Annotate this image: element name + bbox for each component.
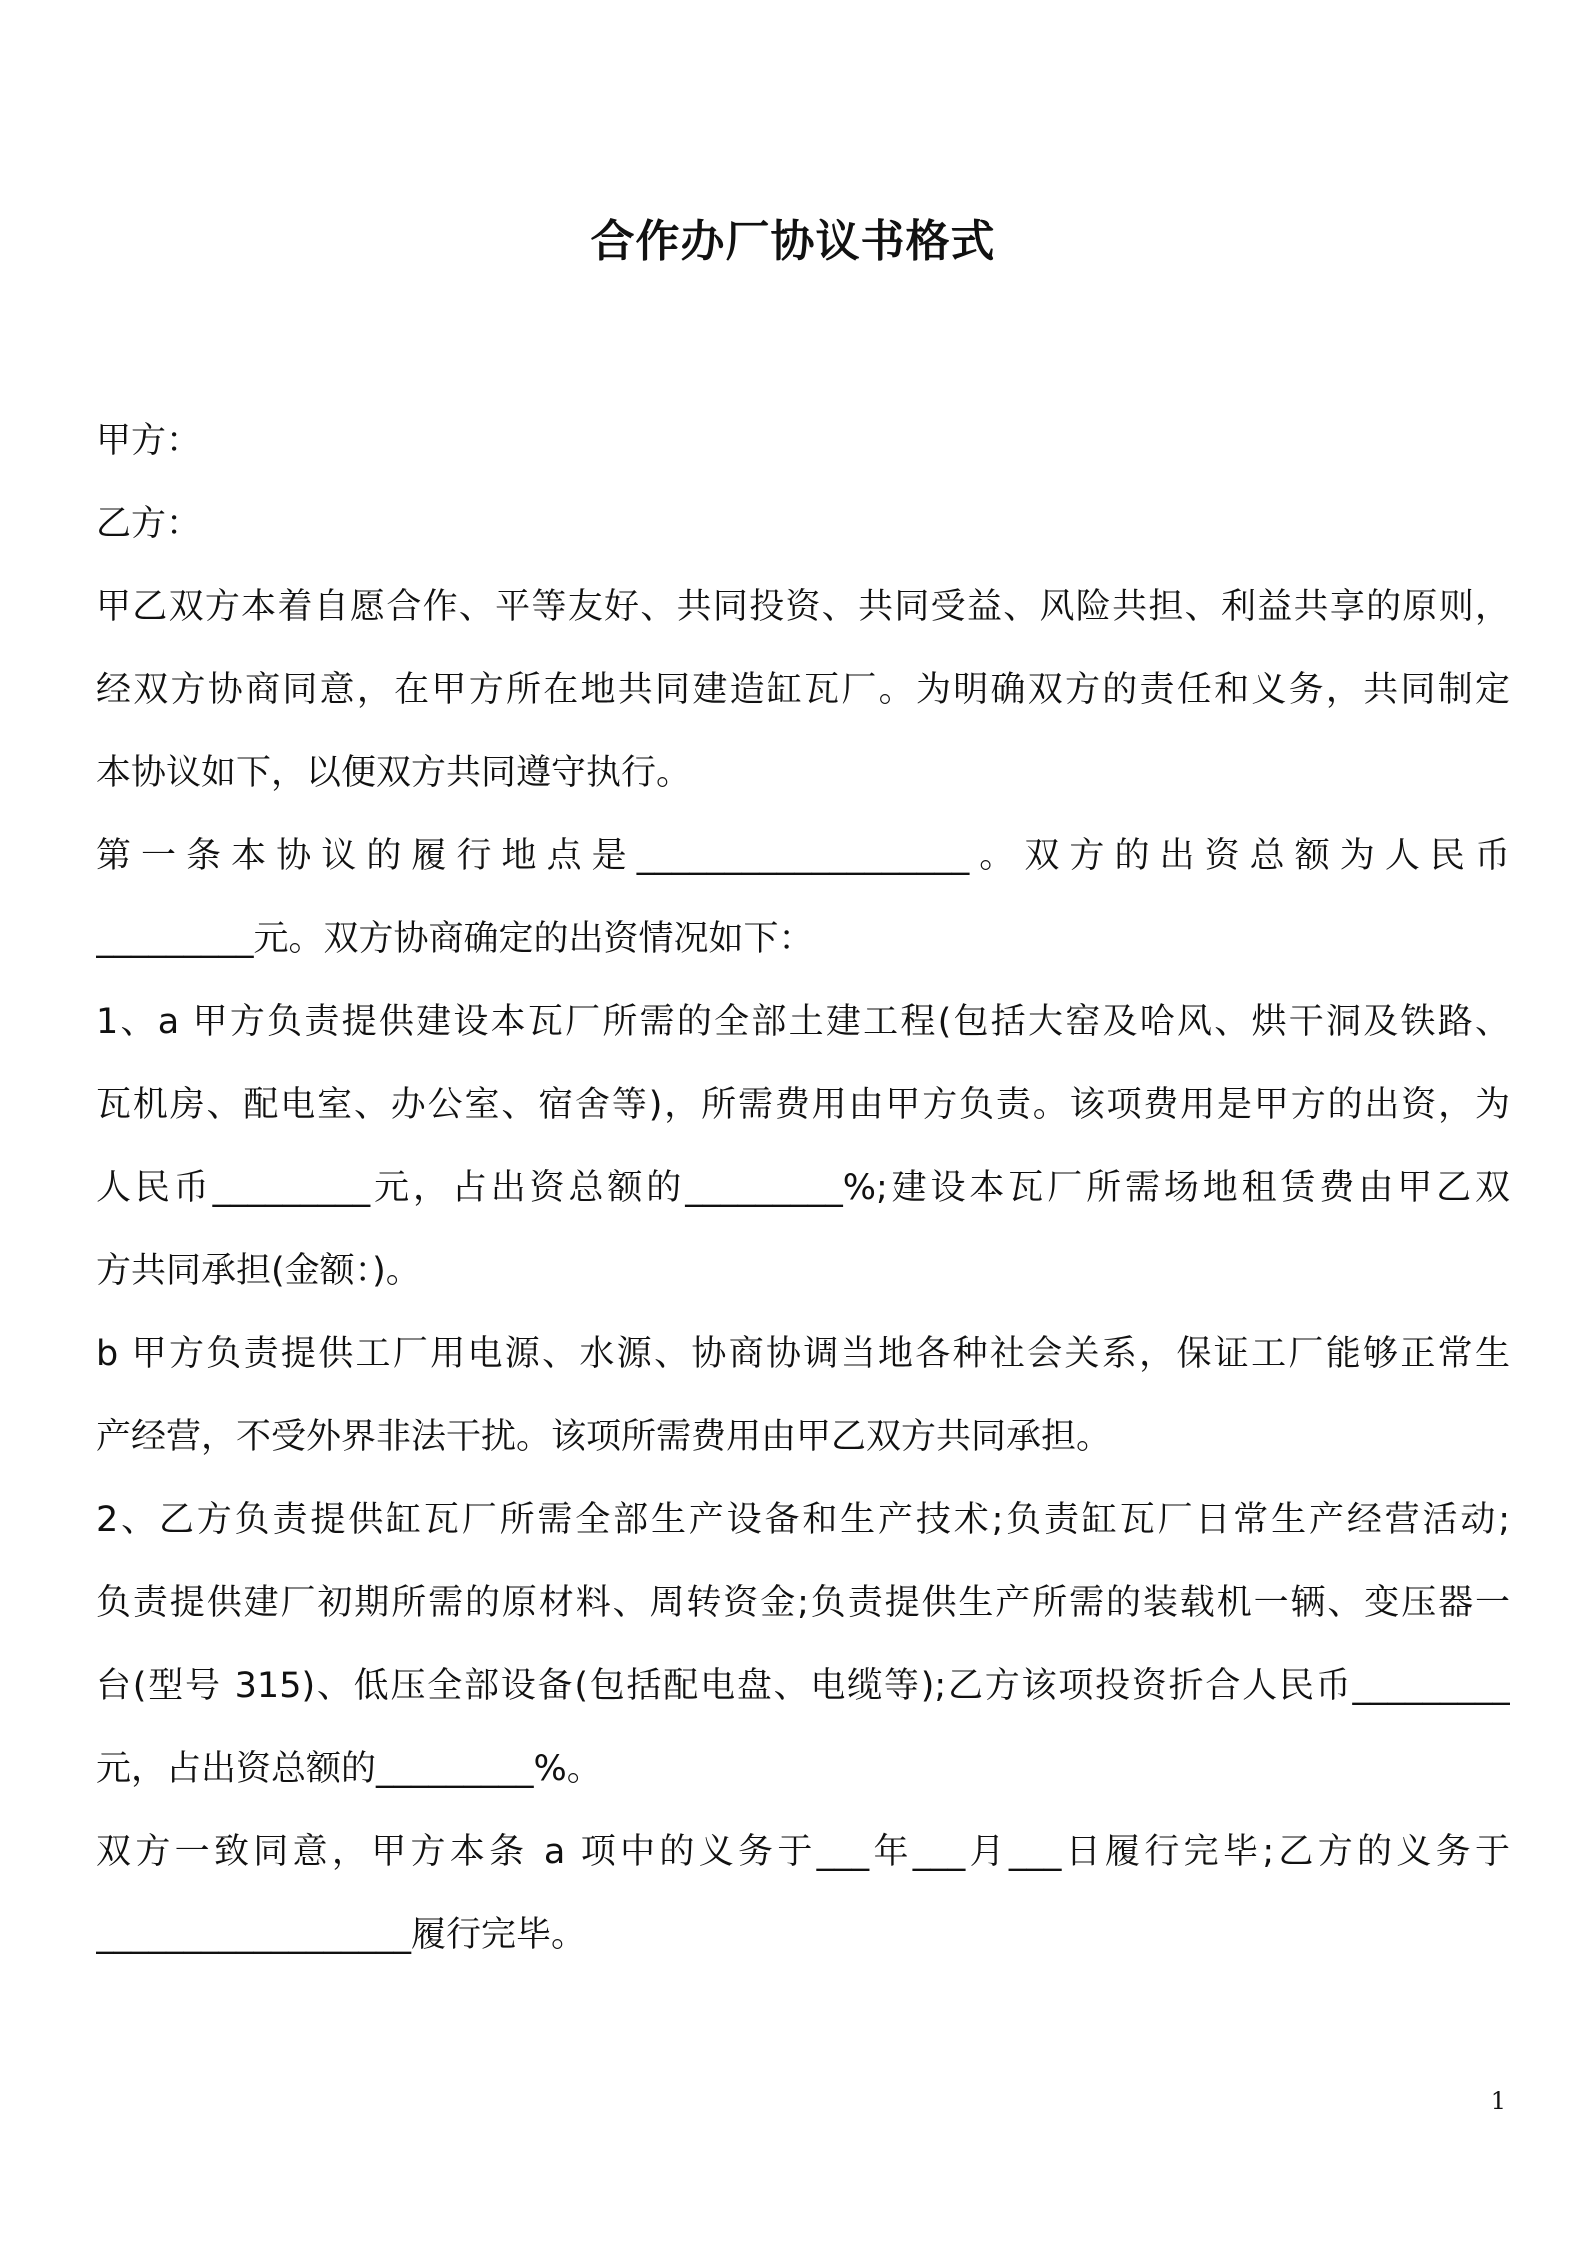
clause-1a-line-2: 瓦机房、配电室、办公室、宿舍等)，所需费用由甲方负责。该项费用是甲方的出资，为 xyxy=(96,1085,1510,1125)
clause-1a-line-3: 人民币_________元，占出资总额的_________%;建设本瓦厂所需场地租赁费由甲乙双 xyxy=(96,1168,1510,1208)
party-a-line: 甲方： xyxy=(96,421,202,461)
document-body xyxy=(96,400,1510,1977)
page-number: 1 xyxy=(1490,2087,1506,2115)
party-b-line: 乙方： xyxy=(96,504,202,544)
document-title: 合作办厂协议书格式 xyxy=(590,216,996,267)
clause-1a-line-1: 1、a 甲方负责提供建设本瓦厂所需的全部土建工程(包括大窑及哈风、烘干洞及铁路、 xyxy=(96,1002,1510,1042)
clause-2-line-4: 元，占出资总额的_________%。 xyxy=(96,1749,602,1789)
preamble-line-2: 经双方协商同意，在甲方所在地共同建造缸瓦厂。为明确双方的责任和义务，共同制定 xyxy=(96,670,1510,710)
clause-1a-line-4: 方共同承担(金额：)。 xyxy=(96,1251,421,1291)
clause-2-line-3: 台(型号 315)、低压全部设备(包括配电盘、电缆等);乙方该项投资折合人民币_________ xyxy=(96,1666,1510,1706)
clause-2-line-2: 负责提供建厂初期所需的原材料、周转资金;负责提供生产所需的装载机一辆、变压器一 xyxy=(96,1583,1510,1623)
clause-1b-line-2: 产经营，不受外界非法干扰。该项所需费用由甲乙双方共同承担。 xyxy=(96,1417,1112,1457)
agreement-line-2: __________________履行完毕。 xyxy=(96,1915,587,1955)
preamble-line-3: 本协议如下，以便双方共同遵守执行。 xyxy=(96,753,692,793)
article-1-line-1: 第一条本协议的履行地点是___________________。双方的出资总额为人民币 xyxy=(96,836,1510,876)
clause-2-line-1: 2、乙方负责提供缸瓦厂所需全部生产设备和生产技术;负责缸瓦厂日常生产经营活动; xyxy=(96,1500,1510,1540)
agreement-line-1: 双方一致同意，甲方本条 a 项中的义务于___年___月___日履行完毕;乙方的义务于 xyxy=(96,1832,1510,1872)
preamble-line-1: 甲乙双方本着自愿合作、平等友好、共同投资、共同受益、风险共担、利益共享的原则， xyxy=(96,587,1510,627)
article-1-line-2: _________元。双方协商确定的出资情况如下： xyxy=(96,919,814,959)
clause-1b-line-1: b 甲方负责提供工厂用电源、水源、协商协调当地各种社会关系，保证工厂能够正常生 xyxy=(96,1334,1510,1374)
